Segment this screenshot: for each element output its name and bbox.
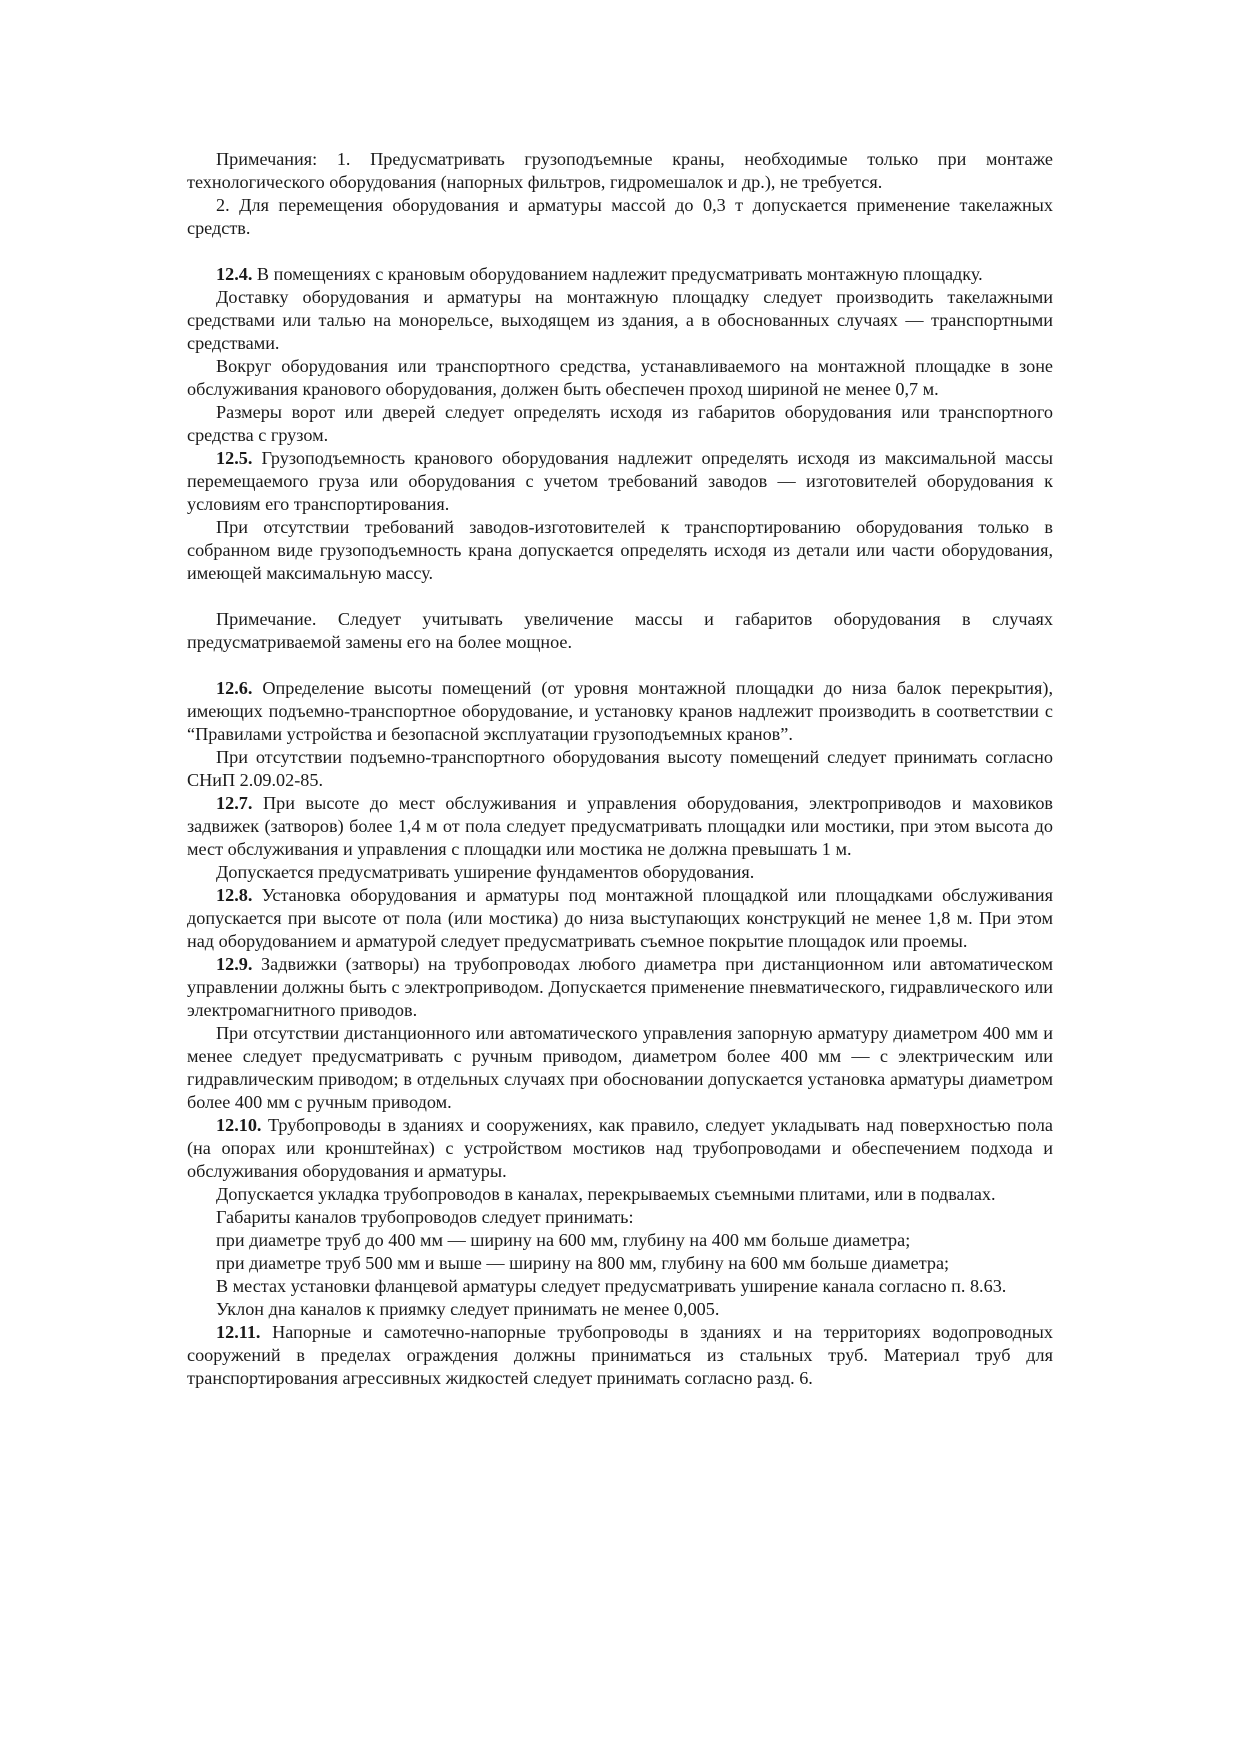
paragraph-text: Определение высоты помещений (от уровня монтажной площадки до низа балок перекрытия), имеющих подъемно-транспортное оборудование, и установку кранов надлежит производить в соответствии с “Правилами устройства и безопасной эксплуатации грузоподъемных кранов”.: [187, 678, 1053, 744]
paragraph: [187, 792, 1053, 861]
paragraph: при диаметре труб до 400 мм — ширину на 600 мм, глубину на 400 мм больше диаметра;: [216, 1230, 911, 1250]
paragraph: Примечания: 1. Предусматривать грузоподъемные краны, необходимые только при монтаже технологического оборудования (напорных фильтров, гидромешалок и др.), не требуется.: [187, 149, 1053, 192]
paragraph-text: Трубопроводы в зданиях и сооружениях, как правило, следует укладывать над поверхностью пола (на опорах или кронштейнах) с устройством мостиков над трубопроводами и обеспечением подхода и обслуживания оборудования и арматуры.: [187, 1115, 1053, 1181]
paragraph: [187, 447, 1053, 516]
clause-number: 12.9.: [216, 954, 253, 974]
paragraph: [187, 953, 1053, 1022]
paragraph-gap: [187, 240, 1053, 263]
paragraph: [187, 1114, 1053, 1183]
paragraph: При отсутствии подъемно-транспортного оборудования высоту помещений следует принимать согласно СНиП 2.09.02-85.: [187, 747, 1053, 790]
clause-number: 12.6.: [216, 678, 253, 698]
paragraph-gap: [187, 654, 1053, 677]
clause-number: 12.10.: [216, 1115, 262, 1135]
paragraph-text: Грузоподъемность кранового оборудования надлежит определять исходя из максимальной массы перемещаемого груза или оборудования с учетом требований заводов — изготовителей оборудования к условиям его транспортирования.: [187, 448, 1053, 514]
clause-number: 12.4.: [216, 264, 253, 284]
document-page: [187, 148, 1053, 1390]
paragraph-text: Задвижки (затворы) на трубопроводах любого диаметра при дистанционном или автоматическом управлении должны быть с электроприводом. Допускается применение пневматического, гидравлического или электромагнитного приводов.: [187, 954, 1053, 1020]
paragraph: [187, 677, 1053, 746]
paragraph: Допускается предусматривать уширение фундаментов оборудования.: [216, 862, 755, 882]
clause-number: 12.11.: [216, 1322, 261, 1342]
note-paragraph: Примечание. Следует учитывать увеличение массы и габаритов оборудования в случаях предусматриваемой замены его на более мощное.: [187, 609, 1053, 652]
paragraph: Допускается укладка трубопроводов в каналах, перекрываемых съемными плитами, или в подвалах.: [216, 1184, 996, 1204]
clause-number: 12.5.: [216, 448, 253, 468]
paragraph: [187, 263, 1053, 286]
paragraph: Размеры ворот или дверей следует определять исходя из габаритов оборудования или транспортного средства с грузом.: [187, 402, 1053, 445]
paragraph: [187, 884, 1053, 953]
paragraph: При отсутствии дистанционного или автоматического управления запорную арматуру диаметром 400 мм и менее следует предусматривать с ручным приводом, диаметром более 400 мм — с электрическим или гидравлическим приводом; в отдельных случаях при обосновании допускается установка арматуры диаметром более 400 мм с ручным приводом.: [187, 1023, 1053, 1112]
paragraph: При отсутствии требований заводов-изготовителей к транспортированию оборудования только в собранном виде грузоподъемность крана допускается определять исходя из детали или части оборудования, имеющей максимальную массу.: [187, 517, 1053, 583]
paragraph-text: Напорные и самотечно-напорные трубопроводы в зданиях и на территориях водопроводных сооружений в пределах ограждения должны приниматься из стальных труб. Материал труб для транспортирования агрессивных жидкостей следует принимать согласно разд. 6.: [187, 1322, 1053, 1388]
paragraph: 2. Для перемещения оборудования и арматуры массой до 0,3 т допускается применение такелажных средств.: [187, 195, 1053, 238]
paragraph-text: При высоте до мест обслуживания и управления оборудования, электроприводов и маховиков задвижек (затворов) более 1,4 м от пола следует предусматривать площадки или мостики, при этом высота до мест обслуживания и управления с площадки или мостика не должна превышать 1 м.: [187, 793, 1053, 859]
clause-number: 12.7.: [216, 793, 253, 813]
paragraph: В местах установки фланцевой арматуры следует предусматривать уширение канала согласно п. 8.63.: [216, 1276, 1007, 1296]
paragraph-text: В помещениях с крановым оборудованием надлежит предусматривать монтажную площадку.: [252, 264, 983, 284]
paragraph: Габариты каналов трубопроводов следует принимать:: [216, 1207, 634, 1227]
paragraph: Вокруг оборудования или транспортного средства, устанавливаемого на монтажной площадке в зоне обслуживания кранового оборудования, должен быть обеспечен проход шириной не менее 0,7 м.: [187, 356, 1053, 399]
paragraph: Доставку оборудования и арматуры на монтажную площадку следует производить такелажными средствами или талью на монорельсе, выходящем из здания, а в обоснованных случаях — транспортными средствами.: [187, 287, 1053, 353]
paragraph-gap: [187, 585, 1053, 608]
paragraph: при диаметре труб 500 мм и выше — ширину на 800 мм, глубину на 600 мм больше диаметра;: [216, 1253, 950, 1273]
paragraph: [187, 1321, 1053, 1390]
paragraph-text: Установка оборудования и арматуры под монтажной площадкой или площадками обслуживания допускается при высоте от пола (или мостика) до низа выступающих конструкций не менее 1,8 м. При этом над оборудованием и арматурой следует предусматривать съемное покрытие площадок или проемы.: [187, 885, 1053, 951]
paragraph: Уклон дна каналов к приямку следует принимать не менее 0,005.: [216, 1299, 720, 1319]
clause-number: 12.8.: [216, 885, 253, 905]
